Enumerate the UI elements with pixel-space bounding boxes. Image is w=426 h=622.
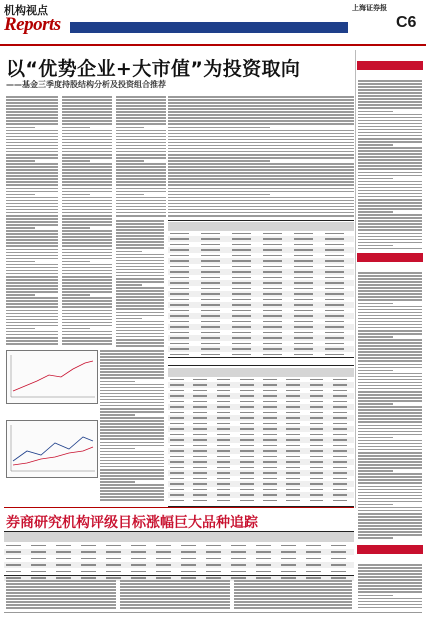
note-line (6, 586, 116, 588)
note-line (120, 580, 230, 582)
note-line (234, 604, 352, 606)
note-line (6, 580, 116, 582)
note-line (6, 607, 116, 609)
note-line (120, 598, 230, 600)
note-line (234, 583, 352, 585)
article-subhead: ——基金三季度持股结构分析及投资组合推荐 (6, 80, 166, 89)
note-line (120, 583, 230, 585)
note-line (6, 595, 116, 597)
note-line (234, 580, 352, 582)
article-headline: 以“优势企业+大市值”为投资取向 (6, 58, 301, 80)
brand-english: Reports (4, 14, 61, 35)
note-line (6, 604, 116, 606)
note-line (234, 601, 352, 603)
page-footer-line (4, 612, 422, 613)
note-line (234, 598, 352, 600)
page-number: C6 (396, 14, 417, 31)
note-line (120, 589, 230, 591)
note-line (120, 607, 230, 609)
note-line (234, 589, 352, 591)
note-line (234, 607, 352, 609)
bottom-headline: 券商研究机构评级目标涨幅巨大品种追踪 (6, 515, 258, 531)
note-line (6, 598, 116, 600)
note-line (120, 601, 230, 603)
note-line (120, 604, 230, 606)
note-line (6, 583, 116, 585)
note-line (120, 595, 230, 597)
newspaper-logo: 上海证券报 (352, 4, 387, 12)
note-line (234, 586, 352, 588)
brand-name: 机构视点 (4, 4, 48, 17)
note-line (120, 586, 230, 588)
note-line (234, 592, 352, 594)
note-line (234, 595, 352, 597)
note-line (6, 592, 116, 594)
note-line (6, 601, 116, 603)
note-line (6, 589, 116, 591)
note-line (120, 592, 230, 594)
